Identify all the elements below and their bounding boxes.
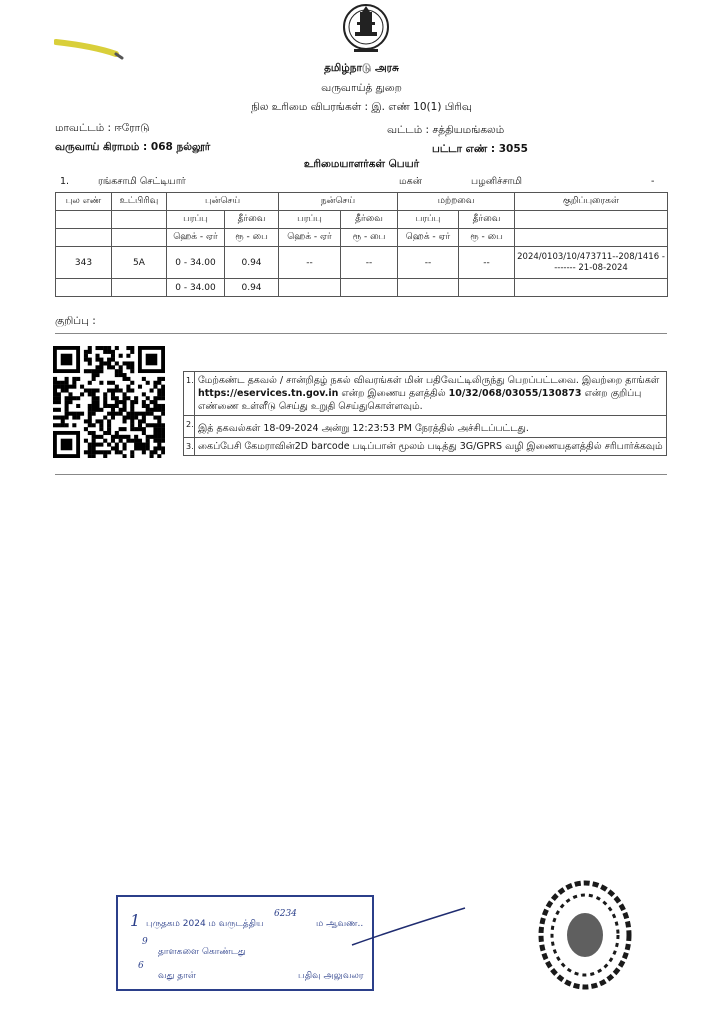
stamp-page-num: 6 — [138, 961, 144, 971]
table-unit-row — [56, 229, 668, 247]
stamp-doc-number: 6234 — [274, 909, 297, 919]
subdivision: 5A — [112, 247, 167, 279]
stamp-hand-num: 1 — [130, 911, 141, 930]
stamp-line-2: தாளகளை கொண்டது — [158, 947, 246, 957]
stamp-officer: பதிவு அலுவலர — [298, 971, 364, 981]
land-table — [55, 192, 668, 297]
note-number: 3. — [184, 438, 195, 456]
wet-area: -- — [279, 247, 341, 279]
table-total-row — [56, 279, 668, 297]
sub-tax: தீர்வை — [459, 211, 515, 229]
unit-area: ஹெக் - ஏர் — [398, 229, 459, 247]
table-header-row — [56, 193, 668, 211]
others-tax: -- — [459, 247, 515, 279]
note-number: 1. — [184, 372, 195, 416]
sub-tax: தீர்வை — [225, 211, 279, 229]
notes-table — [183, 371, 667, 456]
unit-tax: ரூ - பை — [459, 229, 515, 247]
unit-area: ஹெக் - ஏர் — [167, 229, 225, 247]
owner-name: ரங்கசாமி செட்டியார் — [98, 176, 186, 187]
col-survey: புல எண் — [56, 193, 112, 211]
stamp-sheets-num: 9 — [142, 937, 148, 947]
col-wet: நன்செய் — [279, 193, 398, 211]
owners-heading: உரிமையாளர்கள் பெயர் — [303, 158, 420, 170]
sub-area: பரப்பு — [398, 211, 459, 229]
divider — [55, 474, 667, 475]
header-org: தமிழ்நாடு அரசு — [324, 62, 399, 74]
note-text: இத் தகவல்கள் 18-09-2024 அன்று 12:23:53 PM நேரத்தில் அச்சிடப்பட்டது. — [195, 416, 667, 438]
dry-tax: 0.94 — [225, 247, 279, 279]
note-text: மேற்கண்ட தகவல் / சான்றிதழ் நகல் விவரங்கள் மின் பதிவேட்டிலிருந்து பெறப்பட்டவை. இவற்றை தாங்கள் https://eservices.tn.gov.in என்ற இணைய தளத்தில் 10/32/068/03055/130873 என்ற குறிப்பு எண்ணை உள்ளீடு செய்து உறுதி செய்துகொள்ளவும். — [195, 372, 667, 416]
note-label: குறிப்பு : — [55, 315, 96, 327]
list-item — [184, 372, 667, 416]
owner-serial: 1. — [60, 176, 70, 187]
col-others: மற்றவை — [398, 193, 515, 211]
note-text: கைப்பேசி கேமராவின்2D barcode படிப்பான் மூலம் படித்து 3G/GPRS வழி இணையதளத்தில் சரிபார்க்கவும் — [195, 438, 667, 456]
qr-code[interactable] — [53, 346, 165, 458]
registration-stamp — [116, 895, 374, 991]
owner-relation: மகன் — [399, 176, 422, 187]
unit-tax: ரூ - பை — [341, 229, 398, 247]
tn-emblem — [340, 2, 392, 56]
wet-tax: -- — [341, 247, 398, 279]
header-dept: வருவாய்த் துறை — [321, 82, 402, 94]
list-item — [184, 416, 667, 438]
table-row — [56, 247, 668, 279]
stamp-line-1-suffix: ம ஆவண.. — [316, 919, 364, 929]
stamp-line-1: புருதகம 2024 ம வருடத்திய — [146, 919, 264, 929]
others-area: -- — [398, 247, 459, 279]
stamp-line-3: வது தாள் — [158, 971, 196, 981]
taluk: வட்டம் : சத்தியமங்கலம் — [387, 124, 505, 136]
signature — [350, 905, 470, 950]
total-dry-area: 0 - 34.00 — [167, 279, 225, 297]
official-seal — [535, 878, 635, 993]
reference-number: 10/32/068/03055/130873 — [448, 388, 582, 399]
sub-tax: தீர்வை — [341, 211, 398, 229]
sub-area: பரப்பு — [167, 211, 225, 229]
note-number: 2. — [184, 416, 195, 438]
owner-dash: - — [651, 176, 655, 187]
verify-url[interactable]: https://eservices.tn.gov.in — [198, 388, 339, 399]
string-artifact — [54, 34, 126, 62]
col-remarks: குறிப்புரைகள் — [515, 193, 668, 211]
village: வருவாய் கிராமம் : 068 நல்லூர் — [55, 141, 211, 153]
patta-number: பட்டா எண் : 3055 — [432, 143, 528, 155]
sub-area: பரப்பு — [279, 211, 341, 229]
survey-number: 343 — [56, 247, 112, 279]
col-subdiv: உட்பிரிவு — [112, 193, 167, 211]
divider — [55, 333, 667, 334]
unit-tax: ரூ - பை — [225, 229, 279, 247]
owner-father: பழனிச்சாமி — [471, 176, 522, 187]
list-item — [184, 438, 667, 456]
unit-area: ஹெக் - ஏர் — [279, 229, 341, 247]
col-dry: புன்செய் — [167, 193, 279, 211]
remarks: 2024/0103/10/473711--208/1416 -------- 21-08-2024 — [515, 247, 668, 279]
district: மாவட்டம் : ஈரோடு — [55, 122, 150, 134]
dry-area: 0 - 34.00 — [167, 247, 225, 279]
total-dry-tax: 0.94 — [225, 279, 279, 297]
doc-title: நில உரிமை விபரங்கள் : இ. எண் 10(1) பிரிவு — [251, 101, 472, 113]
table-subheader-row — [56, 211, 668, 229]
